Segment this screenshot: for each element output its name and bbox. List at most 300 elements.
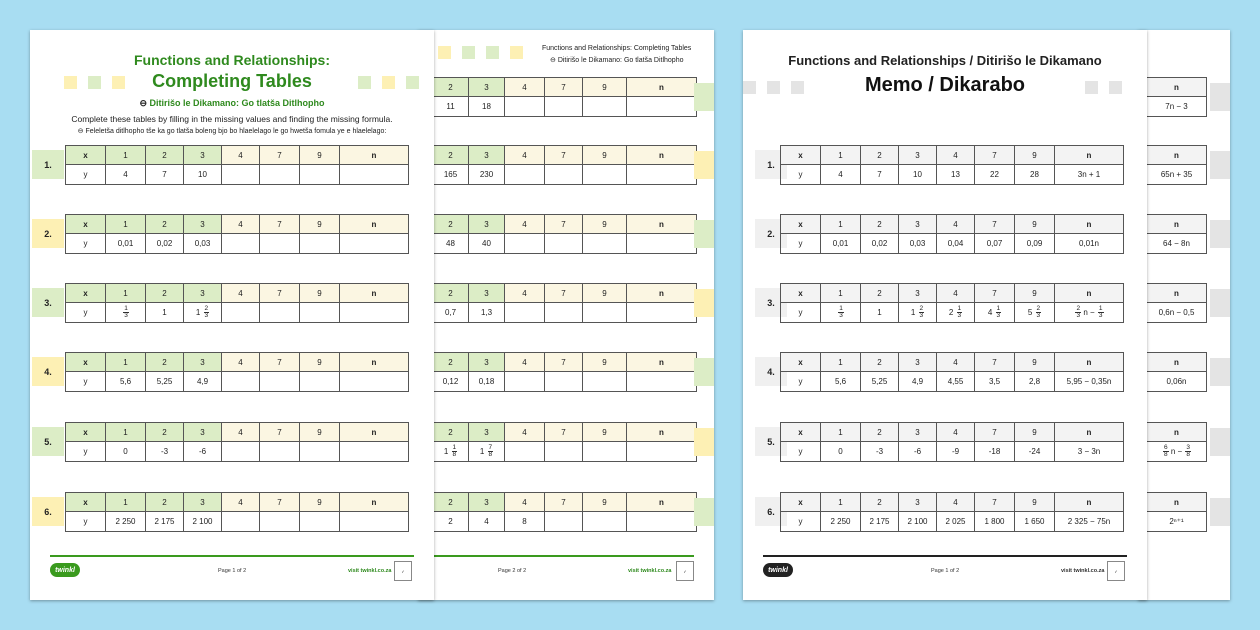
x-value: 4 <box>505 284 545 303</box>
y-value: 7 <box>146 165 184 185</box>
answer-table <box>1146 77 1207 117</box>
x-value: 7 <box>545 353 583 372</box>
y-value: -6 <box>184 442 222 462</box>
question-number: 1. <box>755 150 787 179</box>
y-value: 4,9 <box>899 372 937 392</box>
y-label: y <box>781 234 821 254</box>
answer-formula: 64 − 8n <box>1147 234 1207 254</box>
y-value: 1 $\frac{2}{3}$ <box>899 303 937 323</box>
y-value: 5,6 <box>106 372 146 392</box>
x-value: 3 <box>469 493 505 512</box>
answer-cell[interactable] <box>627 372 697 392</box>
answer-cell[interactable] <box>340 442 409 462</box>
x-value: 7 <box>975 284 1015 303</box>
x-value: 4 <box>937 146 975 165</box>
logo-icon: ⊖ <box>550 57 558 64</box>
x-value: 7 <box>545 284 583 303</box>
x-value: n <box>1055 353 1124 372</box>
answer-cell[interactable] <box>545 442 583 462</box>
answer-cell[interactable] <box>545 372 583 392</box>
x-value: n <box>1147 493 1207 512</box>
function-table <box>780 283 1124 323</box>
answer-cell[interactable] <box>545 303 583 323</box>
function-table <box>65 352 409 392</box>
decorative-tab <box>1210 83 1230 111</box>
x-value: n <box>1055 284 1124 303</box>
x-value: 4 <box>505 215 545 234</box>
x-label: x <box>781 284 821 303</box>
x-value: 3 <box>184 493 222 512</box>
answer-cell[interactable] <box>583 512 627 532</box>
answer-cell[interactable] <box>505 97 545 117</box>
answer-cell[interactable] <box>627 234 697 254</box>
y-value: 40 <box>469 234 505 254</box>
decorative-tab <box>1210 151 1230 179</box>
y-value: 4,55 <box>937 372 975 392</box>
memo-page-2 <box>1138 30 1230 600</box>
answer-cell[interactable] <box>300 372 340 392</box>
x-value: 1 <box>106 284 146 303</box>
x-value: 3 <box>184 146 222 165</box>
x-value: 1 <box>821 353 861 372</box>
x-value: 4 <box>222 146 260 165</box>
x-value: 2 <box>433 215 469 234</box>
y-value: 2 250 <box>821 512 861 532</box>
y-value: 1 650 <box>1015 512 1055 532</box>
y-value: 4 <box>106 165 146 185</box>
y-value: 1 <box>861 303 899 323</box>
answer-cell[interactable] <box>545 512 583 532</box>
logo-icon: ⊖ <box>77 128 86 135</box>
function-table <box>432 283 697 323</box>
x-value: 4 <box>505 353 545 372</box>
x-value: 3 <box>184 353 222 372</box>
x-value: 3 <box>469 78 505 97</box>
y-value: 5,95 − 0,35n <box>1055 372 1124 392</box>
answer-cell[interactable] <box>340 303 409 323</box>
x-value: 7 <box>545 493 583 512</box>
y-value: 3,5 <box>975 372 1015 392</box>
x-value: 3 <box>469 146 505 165</box>
x-value: n <box>627 78 697 97</box>
x-value: 2 <box>433 353 469 372</box>
answer-cell[interactable] <box>583 442 627 462</box>
answer-cell[interactable] <box>300 234 340 254</box>
x-value: 7 <box>260 423 300 442</box>
y-value: 10 <box>899 165 937 185</box>
x-value: 7 <box>260 146 300 165</box>
x-value: 7 <box>260 284 300 303</box>
y-value: -6 <box>899 442 937 462</box>
decorative-square <box>486 46 499 59</box>
y-value: 2,8 <box>1015 372 1055 392</box>
x-value: 9 <box>300 215 340 234</box>
y-value: 4,9 <box>184 372 222 392</box>
x-value: 9 <box>300 423 340 442</box>
answer-cell[interactable] <box>505 165 545 185</box>
x-value: n <box>1055 215 1124 234</box>
answer-cell[interactable] <box>505 234 545 254</box>
function-table <box>432 492 697 532</box>
y-value: 0,03 <box>184 234 222 254</box>
x-value: n <box>340 423 409 442</box>
x-label: x <box>66 215 106 234</box>
answer-cell[interactable] <box>260 512 300 532</box>
x-value: 1 <box>821 215 861 234</box>
y-label: y <box>66 165 106 185</box>
y-value: 7 <box>861 165 899 185</box>
answer-cell[interactable] <box>260 234 300 254</box>
x-value: 3 <box>899 353 937 372</box>
answer-table <box>1146 422 1207 462</box>
x-value: 9 <box>583 493 627 512</box>
answer-cell[interactable] <box>627 442 697 462</box>
x-value: 1 <box>821 284 861 303</box>
answer-cell[interactable] <box>583 372 627 392</box>
x-value: n <box>1055 146 1124 165</box>
x-value: 9 <box>300 493 340 512</box>
y-label: y <box>781 442 821 462</box>
x-value: 9 <box>583 215 627 234</box>
answer-cell[interactable] <box>340 234 409 254</box>
x-value: 3 <box>469 284 505 303</box>
x-value: 3 <box>184 423 222 442</box>
decorative-tab <box>694 289 714 317</box>
x-value: 7 <box>975 423 1015 442</box>
x-value: 1 <box>106 353 146 372</box>
x-value: 9 <box>1015 423 1055 442</box>
page-2-header-line2: ⊖ Ditirišo le Dikamano: Go tlatša Ditlhopho <box>550 57 684 64</box>
y-value: 2 025 <box>937 512 975 532</box>
y-value: 0,18 <box>469 372 505 392</box>
x-value: 9 <box>583 146 627 165</box>
y-value: 0,01n <box>1055 234 1124 254</box>
answer-cell[interactable] <box>340 512 409 532</box>
x-value: 4 <box>937 284 975 303</box>
decorative-square <box>112 76 125 89</box>
x-value: 9 <box>300 353 340 372</box>
x-value: 4 <box>937 353 975 372</box>
function-table <box>780 492 1124 532</box>
answer-cell[interactable] <box>583 303 627 323</box>
y-value: 1 $\frac{7}{8}$ <box>469 442 505 462</box>
x-value: 4 <box>505 423 545 442</box>
function-table <box>65 422 409 462</box>
x-value: 7 <box>975 215 1015 234</box>
memo-title-line1: Functions and Relationships / Ditirišo le Dikamano <box>788 53 1102 68</box>
x-value: 9 <box>1015 493 1055 512</box>
question-number: 6. <box>32 497 64 526</box>
x-value: 7 <box>545 423 583 442</box>
x-value: 4 <box>505 78 545 97</box>
x-value: 2 <box>861 146 899 165</box>
x-label: x <box>781 423 821 442</box>
y-value: 3n + 1 <box>1055 165 1124 185</box>
x-value: n <box>1055 493 1124 512</box>
x-value: 1 <box>821 493 861 512</box>
x-label: x <box>781 353 821 372</box>
x-value: 1 <box>106 146 146 165</box>
x-value: 7 <box>260 353 300 372</box>
answer-cell[interactable] <box>222 372 260 392</box>
function-table <box>65 145 409 185</box>
decorative-square <box>382 76 395 89</box>
y-value: 2 175 <box>146 512 184 532</box>
function-table <box>432 422 697 462</box>
x-value: 2 <box>146 215 184 234</box>
question-number: 2. <box>32 219 64 248</box>
x-value: 3 <box>184 284 222 303</box>
decorative-square <box>743 81 756 94</box>
question-number: 2. <box>755 219 787 248</box>
x-value: 2 <box>861 493 899 512</box>
answer-table <box>1146 283 1207 323</box>
answer-cell[interactable] <box>627 303 697 323</box>
answer-cell[interactable] <box>260 372 300 392</box>
x-label: x <box>66 423 106 442</box>
y-value: 1 $\frac{1}{8}$ <box>433 442 469 462</box>
footer-page: Page 2 of 2 <box>498 568 527 574</box>
answer-cell[interactable] <box>505 303 545 323</box>
answer-cell[interactable] <box>222 303 260 323</box>
question-number: 4. <box>755 357 787 386</box>
memo-title-line2: Memo / Dikarabo <box>864 74 1026 96</box>
y-value: 2 $\frac{1}{3}$ <box>937 303 975 323</box>
answer-cell[interactable] <box>222 165 260 185</box>
answer-cell[interactable] <box>260 165 300 185</box>
answer-formula: 0,06n <box>1147 372 1207 392</box>
y-value: 0,04 <box>937 234 975 254</box>
answer-table <box>1146 492 1207 532</box>
x-value: 3 <box>899 284 937 303</box>
answer-table <box>1146 214 1207 254</box>
x-value: 7 <box>260 493 300 512</box>
x-value: 1 <box>821 146 861 165</box>
question-number: 5. <box>32 427 64 456</box>
y-value: 13 <box>937 165 975 185</box>
instruction-english: Complete these tables by filling in the missing values and finding the missing formula. <box>71 114 393 124</box>
logo-icon: ⊖ <box>139 98 150 108</box>
answer-cell[interactable] <box>627 512 697 532</box>
twinkl-logo: twinkl <box>763 563 793 577</box>
y-value: 5,6 <box>821 372 861 392</box>
y-value: 0,09 <box>1015 234 1055 254</box>
decorative-tab <box>694 498 714 526</box>
x-value: 3 <box>899 423 937 442</box>
y-value: 10 <box>184 165 222 185</box>
y-value: 0,02 <box>146 234 184 254</box>
quality-badge: ✓ <box>394 561 412 581</box>
x-value: 7 <box>545 215 583 234</box>
answer-formula: 65n + 35 <box>1147 165 1207 185</box>
decorative-square <box>510 46 523 59</box>
y-value: 2 100 <box>899 512 937 532</box>
x-value: n <box>627 423 697 442</box>
y-value: 2 <box>433 512 469 532</box>
y-value: 2 175 <box>861 512 899 532</box>
function-table <box>432 77 697 117</box>
x-value: n <box>340 493 409 512</box>
y-value: 8 <box>505 512 545 532</box>
x-value: 4 <box>937 493 975 512</box>
x-value: n <box>340 146 409 165</box>
function-table <box>780 352 1124 392</box>
y-value: 4 <box>821 165 861 185</box>
answer-cell[interactable] <box>222 234 260 254</box>
x-value: 9 <box>300 146 340 165</box>
x-value: 4 <box>937 215 975 234</box>
decorative-tab <box>1210 289 1230 317</box>
function-table <box>65 283 409 323</box>
answer-cell[interactable] <box>627 165 697 185</box>
x-value: 4 <box>222 284 260 303</box>
decorative-tab <box>694 220 714 248</box>
y-value: -9 <box>937 442 975 462</box>
y-value: 2 100 <box>184 512 222 532</box>
footer-page: Page 1 of 2 <box>931 568 960 574</box>
x-value: n <box>627 353 697 372</box>
y-value: 230 <box>469 165 505 185</box>
x-value: 4 <box>222 493 260 512</box>
answer-cell[interactable] <box>300 165 340 185</box>
answer-cell[interactable] <box>583 165 627 185</box>
y-value: 11 <box>433 97 469 117</box>
x-value: n <box>340 353 409 372</box>
function-table <box>432 145 697 185</box>
answer-cell[interactable] <box>300 442 340 462</box>
x-value: n <box>1147 78 1207 97</box>
page-2-header-line1: Functions and Relationships: Completing Tables <box>542 45 692 52</box>
answer-cell[interactable] <box>340 165 409 185</box>
question-number: 4. <box>32 357 64 386</box>
x-value: 9 <box>300 284 340 303</box>
x-label: x <box>781 146 821 165</box>
function-table <box>65 492 409 532</box>
y-value: 0 <box>821 442 861 462</box>
question-number: 6. <box>755 497 787 526</box>
y-value: 1 <box>146 303 184 323</box>
decorative-square <box>462 46 475 59</box>
answer-cell[interactable] <box>627 97 697 117</box>
x-value: 9 <box>1015 215 1055 234</box>
question-number: 3. <box>755 288 787 317</box>
y-value: -3 <box>146 442 184 462</box>
answer-cell[interactable] <box>340 372 409 392</box>
y-label: y <box>66 442 106 462</box>
question-number: 5. <box>755 427 787 456</box>
instruction-sepedi: ⊖ Feleletša ditlhopho tše ka go tlatša boleng bjo bo hlaelelago le go hwetša fomula ye e hlaelelago: <box>77 128 387 135</box>
y-label: y <box>781 372 821 392</box>
y-value: -24 <box>1015 442 1055 462</box>
y-value: 4 $\frac{1}{3}$ <box>975 303 1015 323</box>
x-value: 4 <box>222 353 260 372</box>
footer-url: visit twinkl.co.za <box>348 568 392 574</box>
y-value: 5,25 <box>861 372 899 392</box>
function-table <box>780 145 1124 185</box>
answer-cell[interactable] <box>545 165 583 185</box>
answer-cell[interactable] <box>222 512 260 532</box>
x-value: 3 <box>899 493 937 512</box>
x-value: 3 <box>469 215 505 234</box>
x-value: 4 <box>222 423 260 442</box>
function-table <box>432 214 697 254</box>
x-value: 2 <box>861 284 899 303</box>
answer-cell[interactable] <box>300 303 340 323</box>
answer-table <box>1146 352 1207 392</box>
answer-cell[interactable] <box>300 512 340 532</box>
y-value: 5,25 <box>146 372 184 392</box>
decorative-square <box>438 46 451 59</box>
x-value: 2 <box>146 353 184 372</box>
y-value: 3 − 3n <box>1055 442 1124 462</box>
x-value: 3 <box>899 146 937 165</box>
worksheet-title-line1: Functions and Relationships: <box>133 52 330 68</box>
quality-badge: ✓ <box>1107 561 1125 581</box>
x-value: 4 <box>937 423 975 442</box>
answer-cell[interactable] <box>545 234 583 254</box>
decorative-tab <box>1210 358 1230 386</box>
answer-formula: 2ⁿ⁺¹ <box>1147 512 1207 532</box>
function-table <box>780 422 1124 462</box>
x-value: 2 <box>146 146 184 165</box>
answer-cell[interactable] <box>583 234 627 254</box>
y-value: $\frac{1}{3}$ <box>106 303 146 323</box>
x-label: x <box>66 284 106 303</box>
y-label: y <box>66 303 106 323</box>
y-label: y <box>781 303 821 323</box>
memo-page-1 <box>743 30 1147 600</box>
answer-table <box>1146 145 1207 185</box>
x-value: n <box>1055 423 1124 442</box>
y-label: y <box>66 234 106 254</box>
decorative-square <box>1085 81 1098 94</box>
y-value: 0,01 <box>821 234 861 254</box>
footer-page: Page 1 of 2 <box>218 568 247 574</box>
x-value: 1 <box>106 215 146 234</box>
x-value: 9 <box>583 284 627 303</box>
x-value: n <box>627 493 697 512</box>
y-value: $\frac{2}{3}$ n − $\frac{1}{3}$ <box>1055 303 1124 323</box>
x-label: x <box>66 146 106 165</box>
x-value: 9 <box>1015 284 1055 303</box>
answer-cell[interactable] <box>583 97 627 117</box>
x-label: x <box>781 493 821 512</box>
x-value: 1 <box>106 423 146 442</box>
decorative-square <box>358 76 371 89</box>
y-label: y <box>66 512 106 532</box>
y-value: $\frac{1}{3}$ <box>821 303 861 323</box>
answer-cell[interactable] <box>222 442 260 462</box>
x-value: n <box>1147 423 1207 442</box>
answer-cell[interactable] <box>545 97 583 117</box>
x-value: 7 <box>975 493 1015 512</box>
decorative-tab <box>694 358 714 386</box>
x-value: n <box>1147 215 1207 234</box>
footer-url: visit twinkl.co.za <box>628 568 672 574</box>
answer-cell[interactable] <box>505 372 545 392</box>
x-value: 4 <box>505 146 545 165</box>
answer-cell[interactable] <box>505 442 545 462</box>
x-value: 2 <box>146 493 184 512</box>
worksheet-page-1 <box>30 30 434 600</box>
y-value: 48 <box>433 234 469 254</box>
answer-cell[interactable] <box>260 442 300 462</box>
x-value: 2 <box>433 146 469 165</box>
x-value: n <box>340 284 409 303</box>
answer-cell[interactable] <box>260 303 300 323</box>
x-value: n <box>1147 353 1207 372</box>
x-value: 2 <box>146 423 184 442</box>
